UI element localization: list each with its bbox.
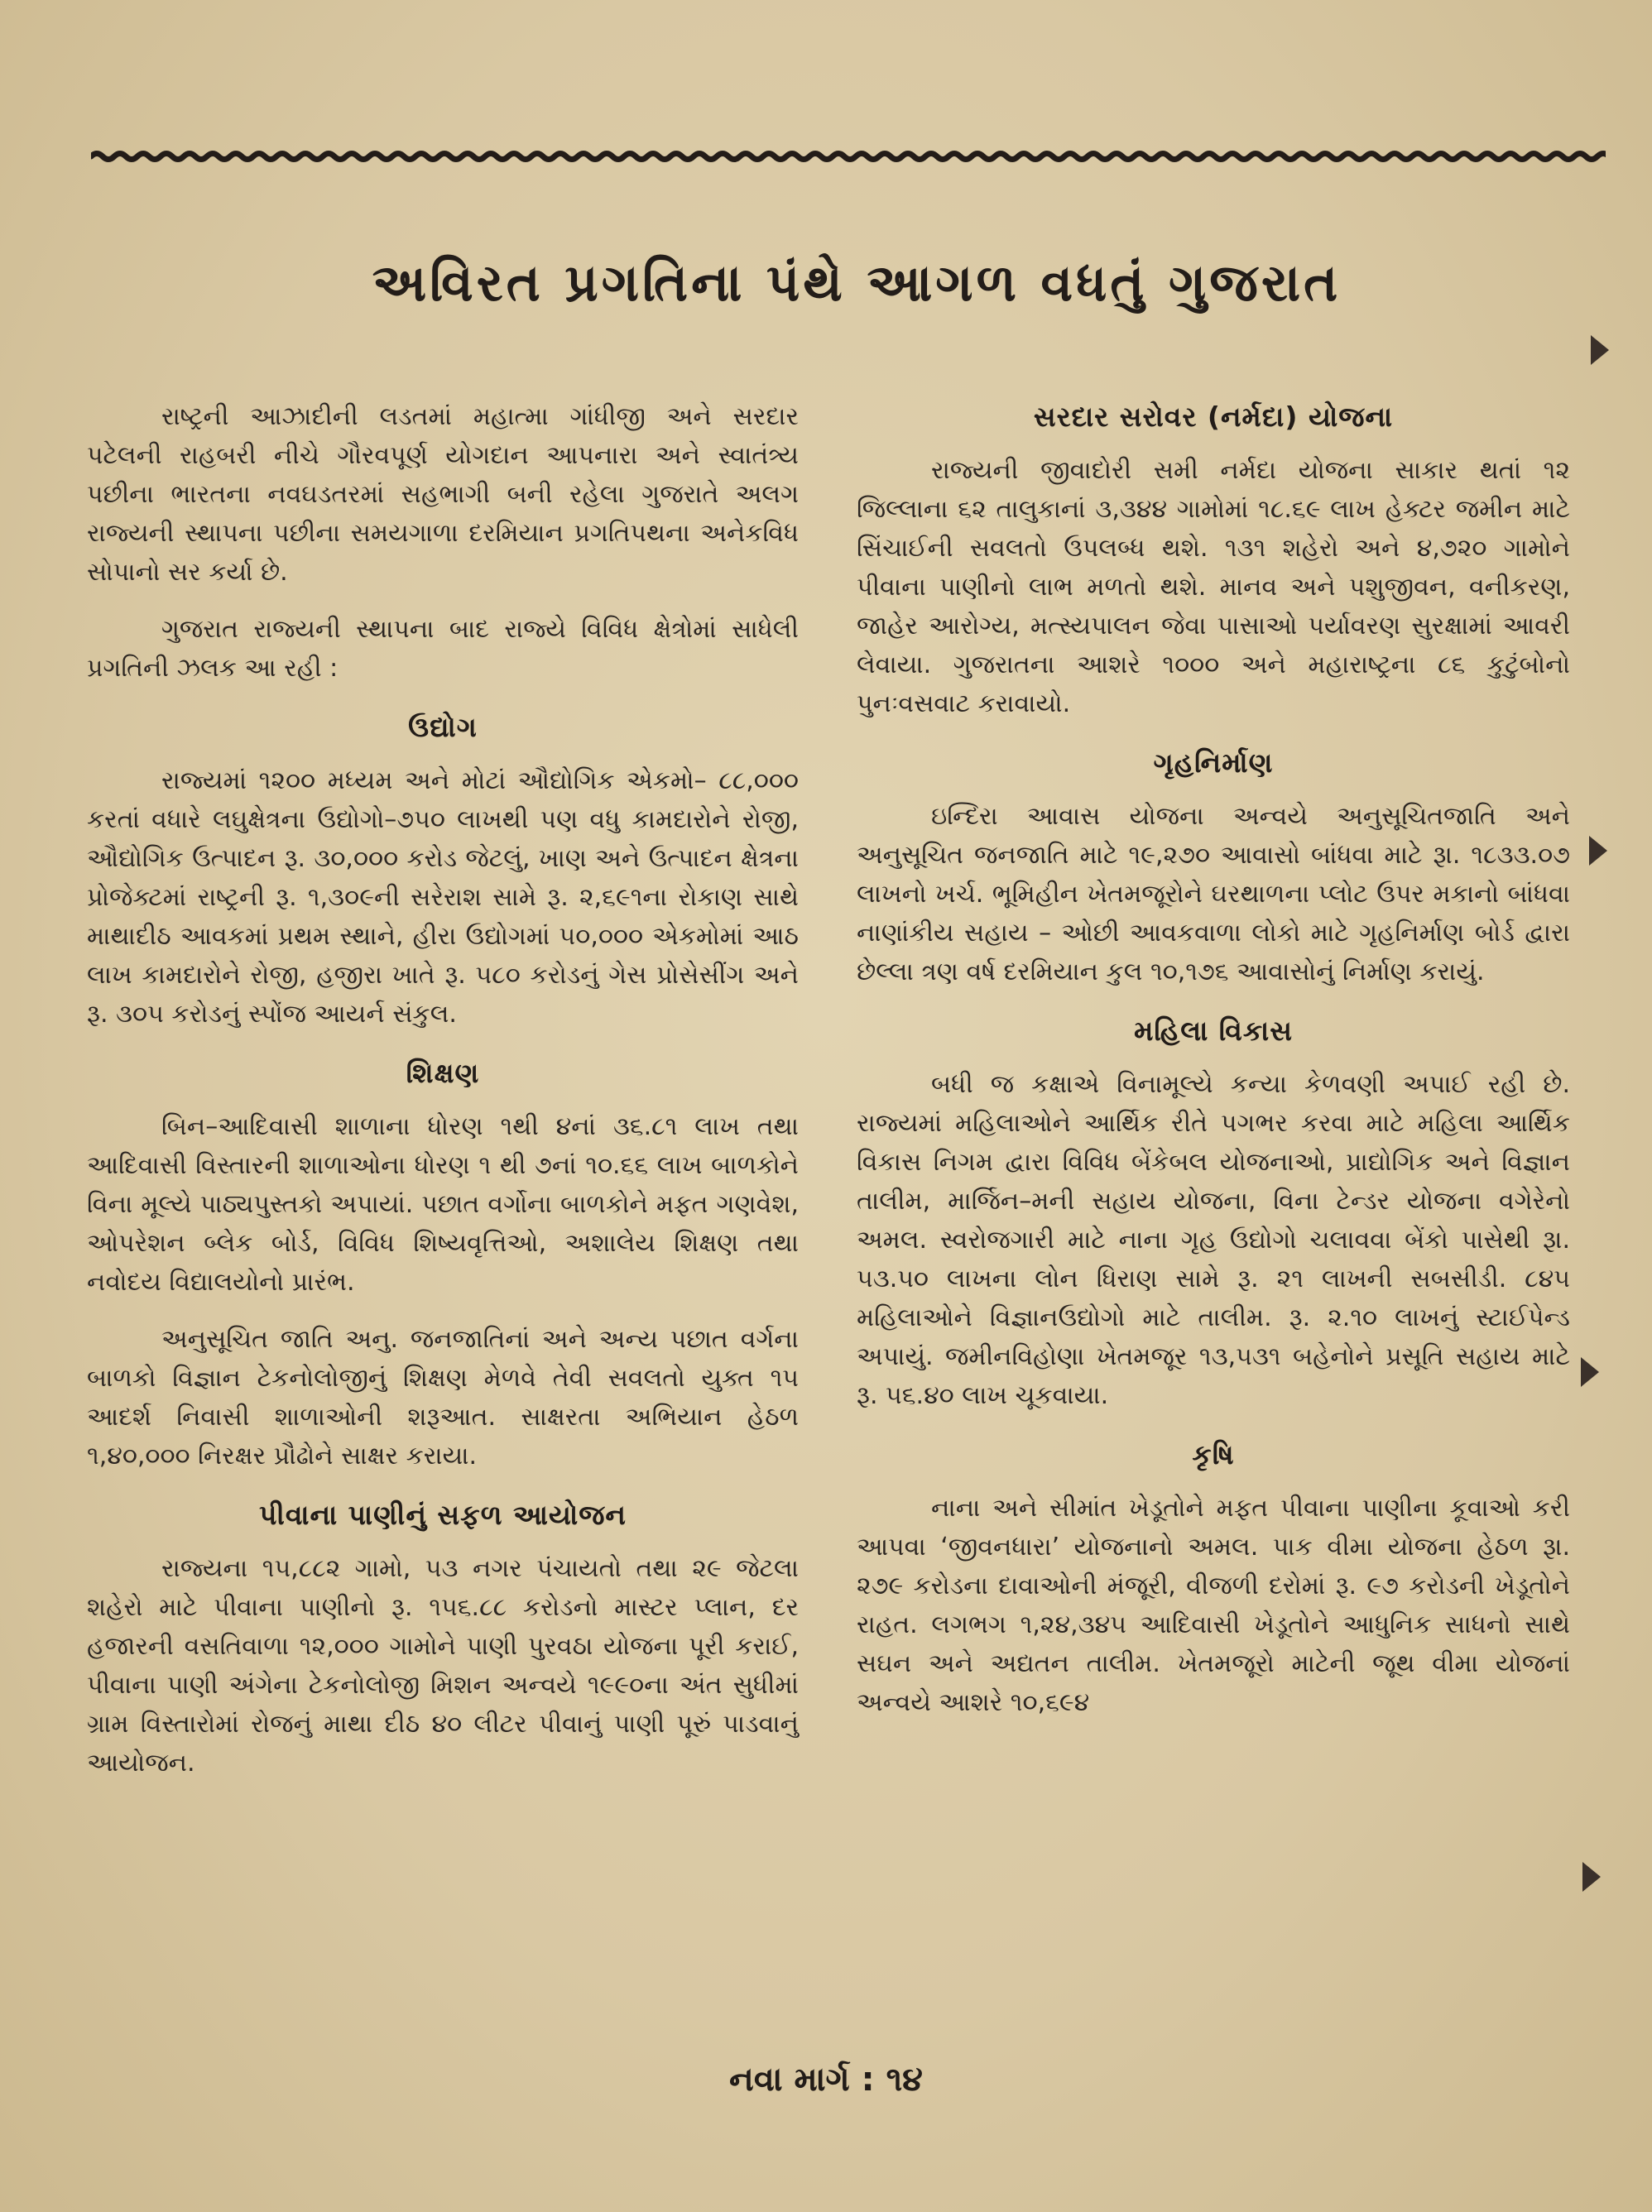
section-heading: ગૃહનિર્માણ (1153, 746, 1274, 779)
paragraph: ઇન્દિરા આવાસ યોજના અન્વયે અનુસૂચિતજાતિ અને અનુસૂચિત જનજાતિ માટે ૧૯,૨૭૦ આવાસો બાંધવા માટે રૂા. ૧૮૩૩.૦૭ લાખનો ખર્ચ. ભૂમિહીન ખેતમજૂરોને ઘરથાળના પ્લોટ ઉપર મકાનો બાંધવા નાણાંકીય સહાય – ઓછી આવકવાળા લોકો માટે ગૃહનિર્માણ બોર્ડ દ્વારા છેલ્લા ત્રણ વર્ષ દરમિયાન કુલ ૧૦,૧૭૬ આવાસોનું નિર્માણ કરાયું. (857, 802, 1570, 986)
paragraph: રાષ્ટ્રની આઝાદીની લડતમાં મહાત્મા ગાંધીજી અને સરદાર પટેલની રાહબરી નીચે ગૌરવપૂર્ણ યોગદાન આપનારા અને સ્વાતંત્ર્ય પછીના ભારતના નવઘડતરમાં સહભાગી બની રહેલા ગુજરાતે અલગ રાજ્યની સ્થાપના પછીના સમયગાળા દરમિયાન પ્રગતિપથના અનેકવિધ સોપાનો સર કર્યા છે. (87, 402, 799, 587)
decorative-wave-border (91, 139, 1606, 174)
binding-mark (1581, 1357, 1599, 1387)
paragraph: અનુસૂચિત જાતિ અનુ. જનજાતિનાં અને અન્ય પછાત વર્ગના બાળકો વિજ્ઞાન ટેકનોલોજીનું શિક્ષણ મેળવે તેવી સવલતો યુક્ત ૧૫ આદર્શ નિવાસી શાળાઓની શરૂઆત. સાક્ષરતા અભિયાન હેઠળ ૧,૪૦,૦૦૦ નિરક્ષર પ્રૌઢોને સાક્ષર કરાયા. (87, 1325, 799, 1471)
page-title: અવિરત પ્રગતિના પંથે આગળ વધતું ગુજરાત (372, 252, 1342, 313)
section-heading: મહિલા વિકાસ (1134, 1015, 1293, 1047)
paragraph: બિન–આદિવાસી શાળાના ધોરણ ૧થી ૪નાં ૩૬.૮૧ લાખ તથા આદિવાસી વિસ્તારની શાળાઓના ધોરણ ૧ થી ૭નાં ૧૦.૬૬ લાખ બાળકોને વિના મૂલ્યે પાઠ્યપુસ્તકો અપાયાં. પછાત વર્ગોના બાળકોને મફત ગણવેશ, ઓપરેશન બ્લેક બોર્ડ, વિવિધ શિષ્યવૃત્તિઓ, અશાલેય શિક્ષણ તથા નવોદય વિદ્યાલયોનો પ્રારંભ. (87, 1112, 799, 1297)
section-heading: સરદાર સરોવર (નર્મદા) યોજના (1033, 401, 1394, 433)
paragraph: રાજ્યમાં ૧૨૦૦ મધ્યમ અને મોટાં ઔદ્યોગિક એકમો– ૮૮,૦૦૦ કરતાં વધારે લઘુક્ષેત્રના ઉદ્યોગો–૭૫૦ લાખથી પણ વધુ કામદારોને રોજી, ઔદ્યોગિક ઉત્પાદન રૂ. ૩૦,૦૦૦ કરોડ જેટલું, ખાણ અને ઉત્પાદન ક્ષેત્રના પ્રોજેક્ટમાં રાષ્ટ્રની રૂ. ૧,૩૦૯ની સરેરાશ સામે રૂ. ૨,૬૯૧ના રોકાણ સાથે માથાદીઠ આવકમાં પ્રથમ સ્થાને, હીરા ઉદ્યોગમાં ૫૦,૦૦૦ એકમોમાં આઠ લાખ કામદારોને રોજી, હજીરા ખાતે રૂ. ૫૮૦ કરોડનું ગેસ પ્રોસેસીંગ અને રૂ. ૩૦૫ કરોડનું સ્પોંજ આયર્ન સંકુલ. (87, 766, 799, 1029)
right-column (857, 397, 1570, 1740)
section-heading: શિક્ષણ (406, 1057, 480, 1089)
paragraph: બધી જ કક્ષાએ વિનામૂલ્યે કન્યા કેળવણી અપાઈ રહી છે. રાજ્યમાં મહિલાઓને આર્થિક રીતે પગભર કરવા માટે મહિલા આર્થિક વિકાસ નિગમ દ્વારા વિવિધ બેંકેબલ યોજનાઓ, પ્રાદ્યોગિક અને વિજ્ઞાન તાલીમ, માર્જિન–મની સહાય યોજના, વિના ટેન્ડર યોજના વગેરેનો અમલ. સ્વરોજગારી માટે નાના ગૃહ ઉદ્યોગો ચલાવવા બેંકો પાસેથી રૂા. ૫૩.૫૦ લાખના લોન ધિરાણ સામે રૂ. ૨૧ લાખની સબસીડી. ૮૪૫ મહિલાઓને વિજ્ઞાનઉદ્યોગો માટે તાલીમ. રૂ. ૨.૧૦ લાખનું સ્ટાઈપેન્ડ અપાયું. જમીનવિહોણા ખેતમજૂર ૧૩,૫૩૧ બહેનોને પ્રસૂતિ સહાય માટે રૂ. ૫૬.૪૦ લાખ ચૂકવાયા. (857, 1070, 1570, 1410)
left-column (87, 397, 799, 1801)
binding-mark (1582, 1862, 1601, 1892)
paragraph: રાજ્યના ૧૫,૮૮૨ ગામો, ૫૩ નગર પંચાયતો તથા ૨૯ જેટલા શહેરો માટે પીવાના પાણીનો રૂ. ૧૫૬.૮૮ કરોડનો માસ્ટર પ્લાન, દર હજારની વસતિવાળા ૧૨,૦૦૦ ગામોને પાણી પુરવઠા યોજના પૂરી કરાઈ, પીવાના પાણી અંગેના ટેકનોલોજી મિશન અન્વયે ૧૯૯૦ના અંત સુધીમાં ગ્રામ વિસ્તારોમાં રોજનું માથા દીઠ ૪૦ લીટર પીવાનું પાણી પૂરું પાડવાનું આયોજન. (87, 1554, 799, 1778)
paragraph: ગુજરાત રાજ્યની સ્થાપના બાદ રાજ્યે વિવિધ ક્ષેત્રોમાં સાધેલી પ્રગતિની ઝલક આ રહી : (87, 615, 799, 683)
binding-mark (1591, 335, 1609, 365)
section-heading: કૃષિ (1192, 1438, 1235, 1471)
section-heading: ઉદ્યોગ (408, 711, 478, 743)
section-heading: પીવાના પાણીનું સફળ આયોજન (258, 1499, 627, 1531)
paragraph: નાના અને સીમાંત ખેડૂતોને મફત પીવાના પાણીના કૂવાઓ કરી આપવા ‘જીવનધારા’ યોજનાનો અમલ. પાક વીમા યોજના હેઠળ રૂા. ૨૭૯ કરોડના દાવાઓની મંજૂરી, વીજળી દરોમાં રૂ. ૯૭ કરોડની ખેડૂતોને રાહત. લગભગ ૧,૨૪,૩૪૫ આદિવાસી ખેડૂતોને આધુનિક સાધનો સાથે સઘન અને અદ્યતન તાલીમ. ખેતમજૂરો માટેની જૂથ વીમા યોજનાં અન્વયે આશરે ૧૦,૬૯૪ (857, 1494, 1570, 1717)
page-footer: નવા માર્ગ : ૧૪ (729, 2061, 923, 2099)
binding-mark (1589, 836, 1607, 866)
paragraph: રાજ્યની જીવાદોરી સમી નર્મદા યોજના સાકાર થતાં ૧૨ જિલ્લાના ૬૨ તાલુકાનાં ૩,૩૪૪ ગામોમાં ૧૮.૬૯ લાખ હેક્ટર જમીન માટે સિંચાઈની સવલતો ઉપલબ્ધ થશે. ૧૩૧ શહેરો અને ૪,૭૨૦ ગામોને પીવાના પાણીનો લાભ મળતો થશે. માનવ અને પશુજીવન, વનીકરણ, જાહેર આરોગ્ય, મત્સ્યપાલન જેવા પાસાઓ પર્યાવરણ સુરક્ષામાં આવરી લેવાયા. ગુજરાતના આશરે ૧૦૦૦ અને મહારાષ્ટ્રના ૮૬ કુટુંબોનો પુનઃવસવાટ કરાવાયો. (857, 456, 1570, 718)
